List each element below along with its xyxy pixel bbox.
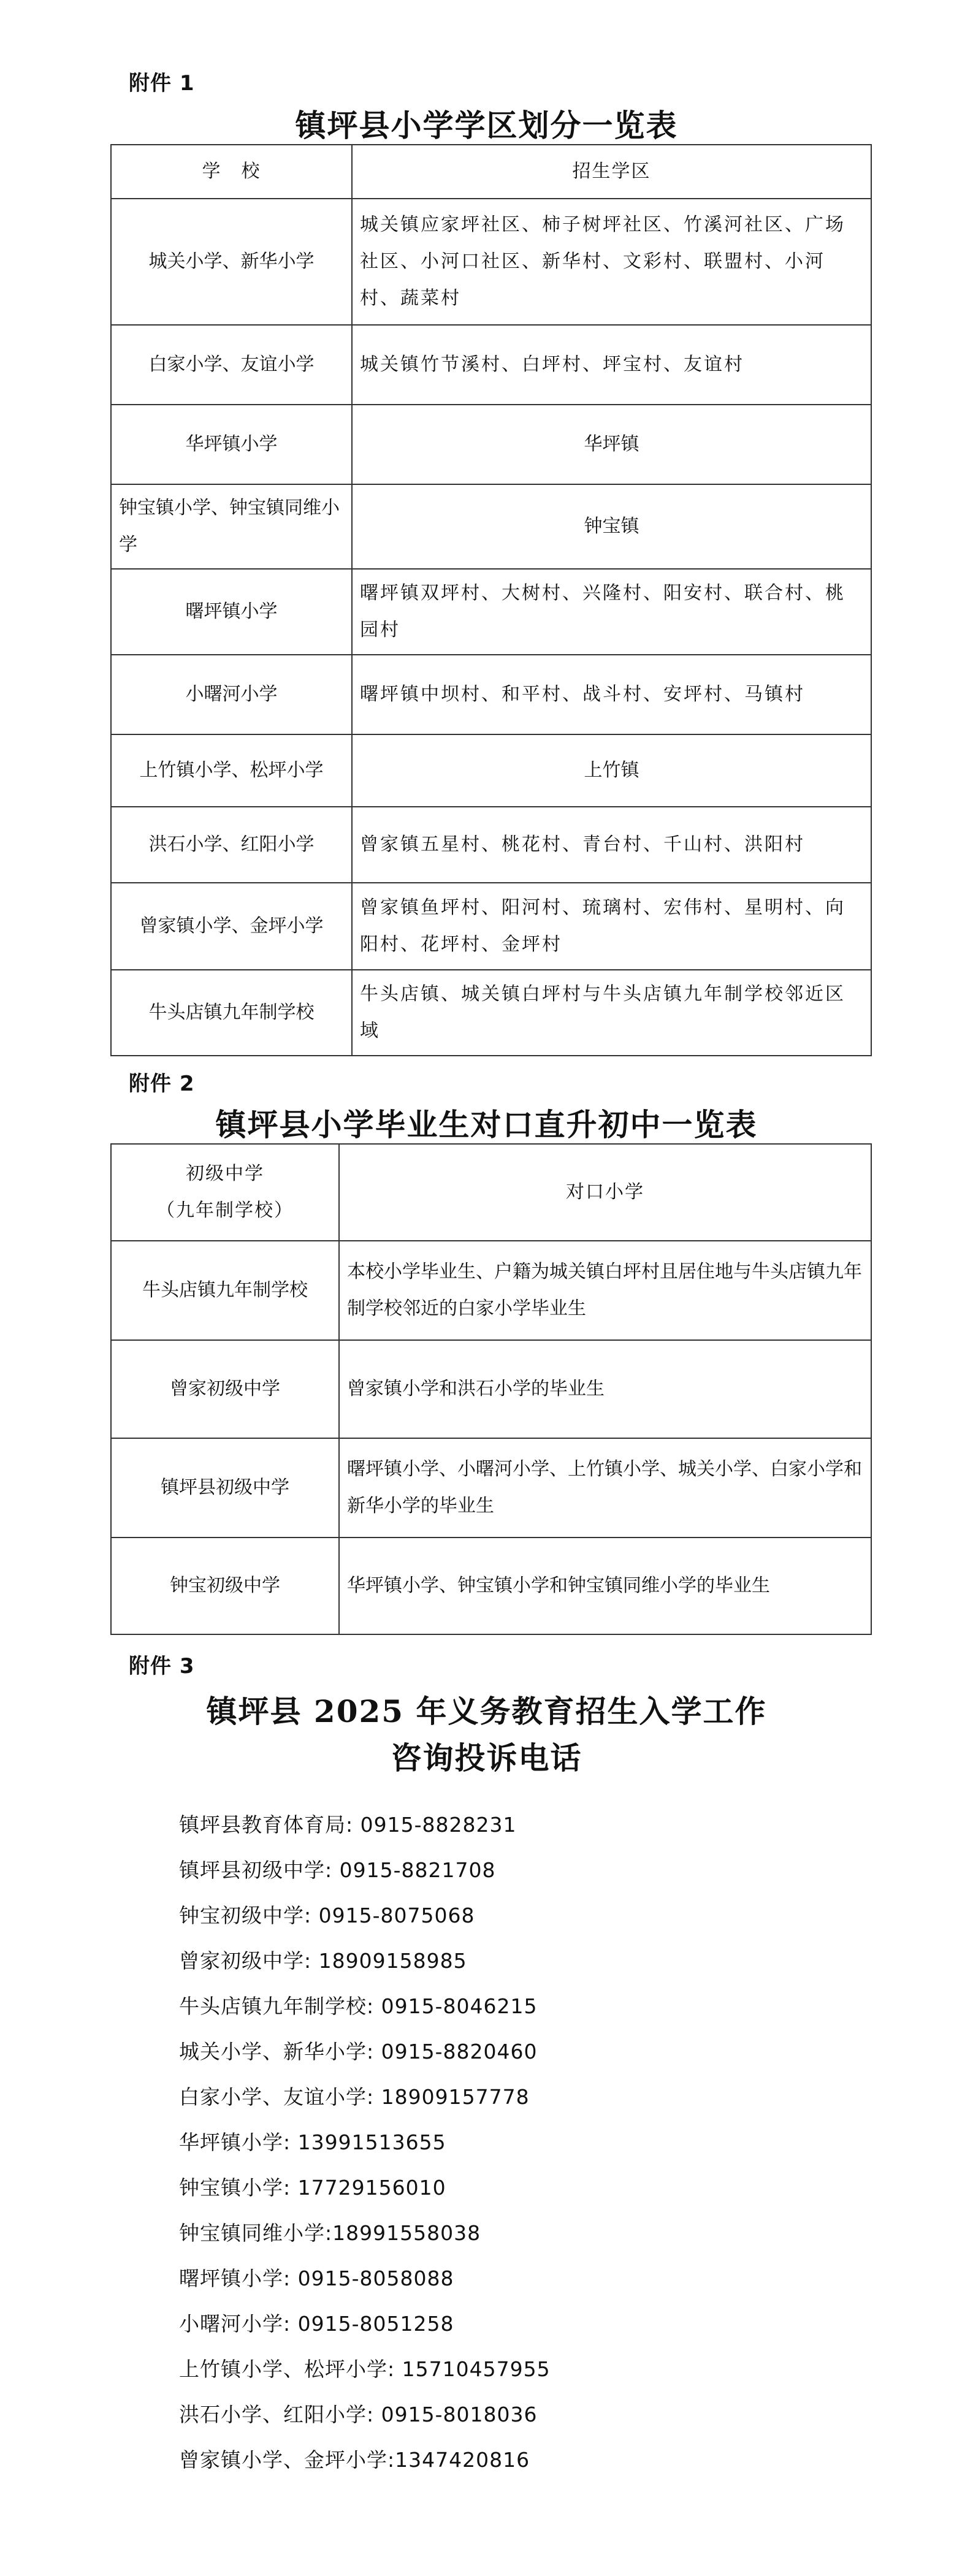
- school-cell: 曾家镇小学、金坪小学: [111, 883, 352, 970]
- table-row: [111, 484, 871, 569]
- table-row: [111, 970, 871, 1056]
- table-row: [111, 325, 871, 405]
- primary-school-cell: 曙坪镇小学、小曙河小学、上竹镇小学、城关小学、白家小学和新华小学的毕业生: [339, 1438, 871, 1538]
- contact-item: 曙坪镇小学: 0915-8058088: [179, 2266, 454, 2290]
- contact-phone: 0915-8058088: [297, 2266, 454, 2290]
- table-row: [111, 1241, 871, 1340]
- contact-phone: 1347420816: [395, 2448, 530, 2472]
- contact-phone: 18909158985: [318, 1949, 467, 1973]
- attachment3-label: 附件 3: [129, 1654, 195, 1679]
- contact-name: 曾家镇小学、金坪小学: [179, 2448, 387, 2472]
- contact-phone: 0915-8821708: [339, 1858, 496, 1882]
- school-cell: 城关小学、新华小学: [111, 199, 352, 325]
- contact-item: 上竹镇小学、松坪小学: 15710457955: [179, 2357, 551, 2381]
- contact-phone: 18909157778: [381, 2085, 530, 2109]
- contact-phone: 13991513655: [297, 2130, 446, 2154]
- contact-item: 曾家初级中学: 18909158985: [179, 1949, 467, 1973]
- district-cell: 曾家镇鱼坪村、阳河村、琉璃村、宏伟村、星明村、向阳村、花坪村、金坪村: [352, 883, 871, 970]
- contact-name: 钟宝镇同维小学: [179, 2221, 325, 2245]
- middle-school-cell: 曾家初级中学: [111, 1340, 339, 1438]
- contact-item: 华坪镇小学: 13991513655: [179, 2130, 446, 2154]
- middle-school-table: [110, 1143, 872, 1635]
- district-cell: 城关镇竹节溪村、白坪村、坪宝村、友谊村: [352, 325, 871, 405]
- contact-item: 洪石小学、红阳小学: 0915-8018036: [179, 2403, 538, 2426]
- contact-list: [179, 1802, 853, 2483]
- contact-phone: 0915-8046215: [381, 1994, 538, 2018]
- school-district-table: [110, 144, 872, 1056]
- primary-school-cell: 本校小学毕业生、户籍为城关镇白坪村且居住地与牛头店镇九年制学校邻近的白家小学毕业生: [339, 1241, 871, 1340]
- primary-school-cell: 华坪镇小学、钟宝镇小学和钟宝镇同维小学的毕业生: [339, 1538, 871, 1634]
- contact-item: 镇坪县教育体育局: 0915-8828231: [179, 1813, 517, 1837]
- school-cell: 牛头店镇九年制学校: [111, 970, 352, 1056]
- contact-item: 镇坪县初级中学: 0915-8821708: [179, 1858, 496, 1882]
- table-row: [111, 569, 871, 655]
- table-row: [111, 1538, 871, 1634]
- school-cell: 洪石小学、红阳小学: [111, 807, 352, 883]
- contact-phone: 0915-8820460: [381, 2040, 538, 2063]
- contact-item: 钟宝镇同维小学:18991558038: [179, 2221, 481, 2245]
- district-cell: 曾家镇五星村、桃花村、青台村、千山村、洪阳村: [352, 807, 871, 883]
- school-cell: 钟宝镇小学、钟宝镇同维小学: [111, 484, 352, 569]
- table-row: [111, 883, 871, 970]
- district-cell: 城关镇应家坪社区、柿子树坪社区、竹溪河社区、广场社区、小河口社区、新华村、文彩村、联盟村、小河村、蔬菜村: [352, 199, 871, 325]
- contact-name: 洪石小学、红阳小学: [179, 2403, 367, 2426]
- contact-name: 曾家初级中学: [179, 1949, 304, 1973]
- contact-name: 曙坪镇小学: [179, 2266, 283, 2290]
- table-header-row: [111, 145, 871, 199]
- table-row: [111, 1438, 871, 1538]
- primary-school-cell: 曾家镇小学和洪石小学的毕业生: [339, 1340, 871, 1438]
- contact-name: 城关小学、新华小学: [179, 2040, 367, 2063]
- contact-name: 镇坪县教育体育局: [179, 1813, 346, 1837]
- contact-name: 上竹镇小学、松坪小学: [179, 2357, 387, 2381]
- school-cell: 白家小学、友谊小学: [111, 325, 352, 405]
- contact-name: 白家小学、友谊小学: [179, 2085, 367, 2109]
- contact-item: 钟宝初级中学: 0915-8075068: [179, 1903, 475, 1927]
- table-row: [111, 405, 871, 484]
- attachment3-title-line2: 咨询投诉电话: [391, 1740, 582, 1776]
- contact-name: 小曙河小学: [179, 2312, 283, 2336]
- contact-phone: 0915-8828231: [360, 1813, 517, 1837]
- middle-school-cell: 牛头店镇九年制学校: [111, 1241, 339, 1340]
- contact-phone: 17729156010: [297, 2176, 446, 2200]
- contact-phone: 0915-8051258: [297, 2312, 454, 2336]
- table-row: [111, 734, 871, 807]
- attachment2-title: 镇坪县小学毕业生对口直升初中一览表: [215, 1107, 758, 1143]
- header-middle-line2: （九年制学校）: [156, 1200, 294, 1221]
- contact-name: 钟宝初级中学: [179, 1903, 304, 1927]
- header-middle-line1: 初级中学: [186, 1163, 264, 1184]
- contact-name: 牛头店镇九年制学校: [179, 1994, 367, 2018]
- middle-school-cell: 镇坪县初级中学: [111, 1438, 339, 1538]
- contact-name: 镇坪县初级中学: [179, 1858, 325, 1882]
- table-row: [111, 1340, 871, 1438]
- district-cell: 曙坪镇双坪村、大树村、兴隆村、阳安村、联合村、桃园村: [352, 569, 871, 655]
- table-row: [111, 199, 871, 325]
- table-row: [111, 655, 871, 734]
- attachment2-label: 附件 2: [129, 1072, 195, 1096]
- contact-phone: 0915-8075068: [318, 1903, 475, 1927]
- district-cell: 上竹镇: [352, 734, 871, 807]
- header-middle-school: [111, 1144, 339, 1241]
- contact-name: 华坪镇小学: [179, 2130, 283, 2154]
- header-school: 学 校: [111, 145, 352, 199]
- contact-item: 白家小学、友谊小学: 18909157778: [179, 2085, 530, 2109]
- district-cell: 钟宝镇: [352, 484, 871, 569]
- contact-item: 小曙河小学: 0915-8051258: [179, 2312, 454, 2336]
- contact-phone: 0915-8018036: [381, 2403, 538, 2426]
- district-cell: 牛头店镇、城关镇白坪村与牛头店镇九年制学校邻近区域: [352, 970, 871, 1056]
- school-cell: 华坪镇小学: [111, 405, 352, 484]
- school-cell: 小曙河小学: [111, 655, 352, 734]
- table-row: [111, 807, 871, 883]
- school-cell: 上竹镇小学、松坪小学: [111, 734, 352, 807]
- attachment3-title-line1: 镇坪县 2025 年义务教育招生入学工作: [206, 1693, 767, 1729]
- contact-phone: 18991558038: [332, 2221, 481, 2245]
- school-cell: 曙坪镇小学: [111, 569, 352, 655]
- header-primary-school: 对口小学: [339, 1144, 871, 1241]
- attachment1-title: 镇坪县小学学区划分一览表: [295, 107, 678, 143]
- contact-item: 钟宝镇小学: 17729156010: [179, 2176, 446, 2200]
- middle-school-cell: 钟宝初级中学: [111, 1538, 339, 1634]
- district-cell: 华坪镇: [352, 405, 871, 484]
- district-cell: 曙坪镇中坝村、和平村、战斗村、安坪村、马镇村: [352, 655, 871, 734]
- attachment1-label: 附件 1: [129, 71, 195, 96]
- contact-name: 钟宝镇小学: [179, 2176, 283, 2200]
- contact-item: 城关小学、新华小学: 0915-8820460: [179, 2040, 538, 2063]
- table-header-row: [111, 1144, 871, 1241]
- header-district: 招生学区: [352, 145, 871, 199]
- contact-item: 牛头店镇九年制学校: 0915-8046215: [179, 1994, 538, 2018]
- contact-phone: 15710457955: [402, 2357, 551, 2381]
- contact-item: 曾家镇小学、金坪小学:1347420816: [179, 2448, 530, 2472]
